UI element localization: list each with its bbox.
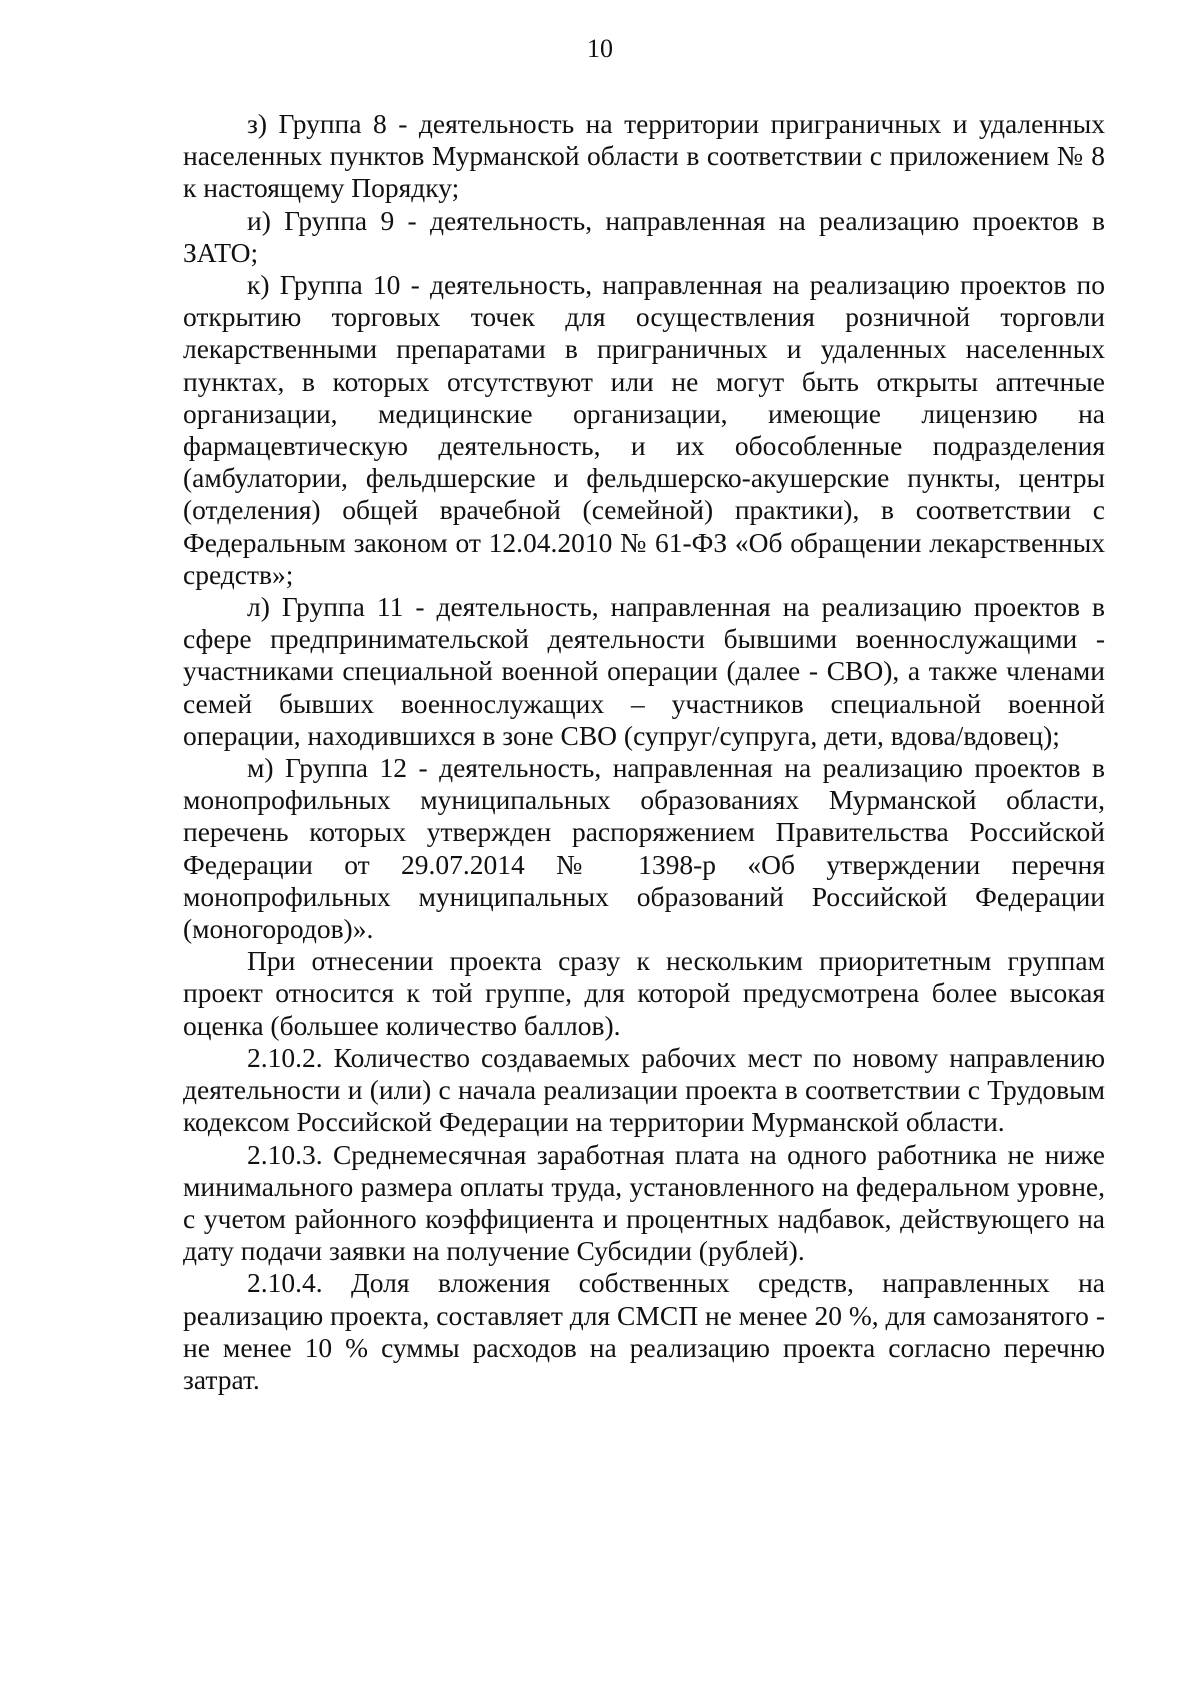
page-number: 10	[587, 34, 613, 63]
paragraph-2-10-4: 2.10.4. Доля вложения собственных средств, направленных на реализацию проекта, составляет для СМСП не менее 20 %, для самозанятого - не менее 10 % суммы расходов на реализацию проекта согласно перечню затрат.	[183, 1267, 1105, 1395]
paragraph-multiple-groups-rule: При отнесении проекта сразу к нескольким приоритетным группам проект относится к той группе, для которой предусмотрена более высокая оценка (большее количество баллов).	[183, 945, 1105, 1041]
paragraph-2-10-2: 2.10.2. Количество создаваемых рабочих мест по новому направлению деятельности и (или) с начала реализации проекта в соответствии с Трудовым кодексом Российской Федерации на территории Мурманской области.	[183, 1041, 1105, 1138]
paragraph-group-9: и) Группа 9 - деятельность, направленная на реализацию проектов в ЗАТО;	[183, 204, 1105, 268]
paragraph-group-11: л) Группа 11 - деятельность, направленная на реализацию проектов в сфере предпринимательской деятельности бывшими военнослужащими - участниками специальной военной операции (далее - СВО), а также членами семей бывших военнослужащих – участников специальной военной операции, находившихся в зоне СВО (супруг/супруга, дети, вдова/вдовец);	[183, 591, 1105, 751]
paragraph-group-8: з) Группа 8 - деятельность на территории приграничных и удаленных населенных пунктов Мурманской области в соответствии с приложением № 8 к настоящему Порядку;	[183, 108, 1105, 204]
paragraph-2-10-3: 2.10.3. Среднемесячная заработная плата на одного работника не ниже минимального размера оплаты труда, установленного на федеральном уровне, с учетом районного коэффициента и процентных надбавок, действующего на дату подачи заявки на получение Субсидии (рублей).	[183, 1138, 1105, 1267]
paragraph-group-10: к) Группа 10 - деятельность, направленная на реализацию проектов по открытию торговых точек для осуществления розничной торговли лекарственными препаратами в приграничных и удаленных населенных пунктах, в которых отсутствуют или не могут быть открыты аптечные организации, медицинские организации, имеющие лицензию на фармацевтическую деятельность, и их обособленные подразделения (амбулатории, фельдшерские и фельдшерско-акушерские пункты, центры (отделения) общей врачебной (семейной) практики), в соответствии с Федеральным законом от 12.04.2010 № 61-ФЗ «Об обращении лекарственных средств»;	[183, 269, 1105, 590]
paragraph-group-12: м) Группа 12 - деятельность, направленная на реализацию проектов в монопрофильных муниципальных образованиях Мурманской области, перечень которых утвержден распоряжением Правительства Российской Федерации от 29.07.2014 № 1398-р «Об утверждении перечня монопрофильных муниципальных образований Российской Федерации (моногородов)».	[183, 752, 1105, 945]
document-body	[183, 108, 1105, 1396]
